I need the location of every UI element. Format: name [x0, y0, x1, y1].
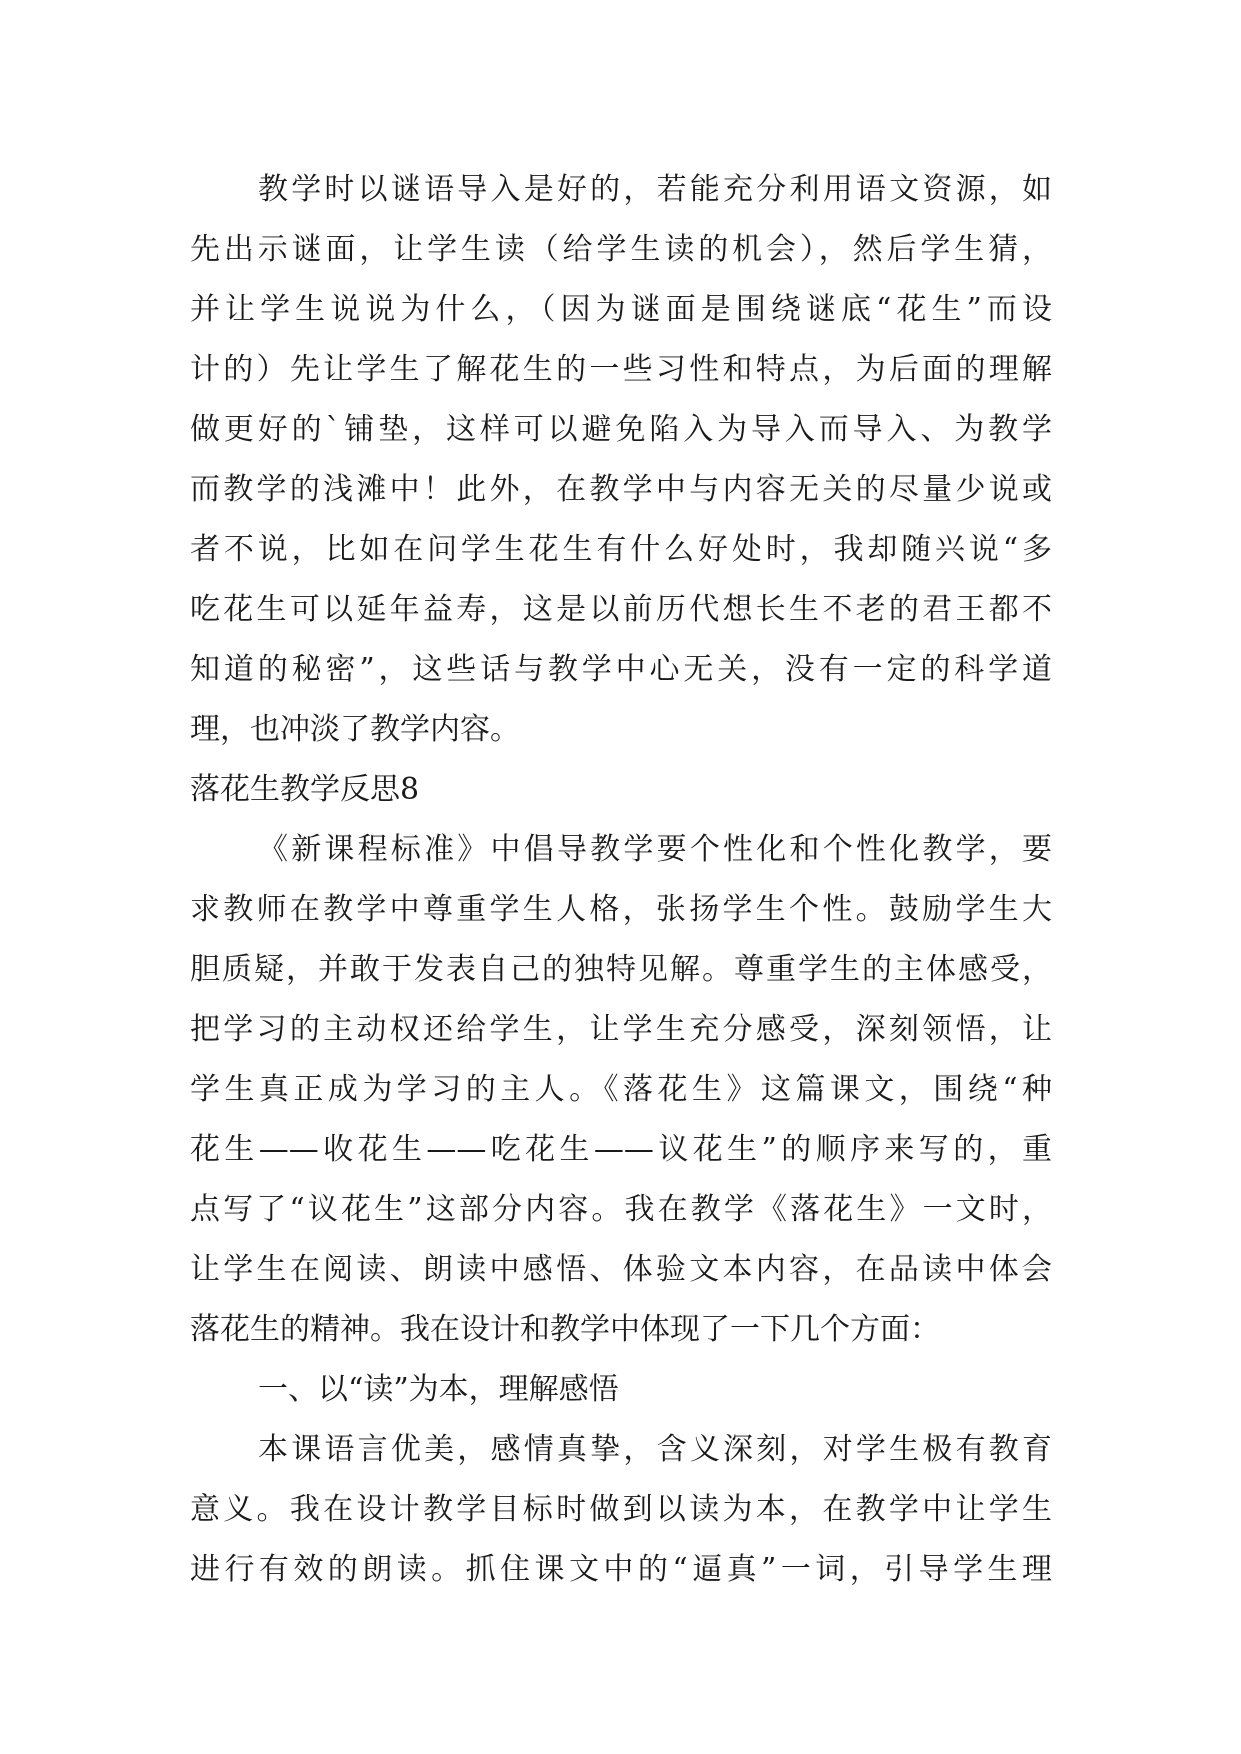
- text-line: 求教师在教学中尊重学生人格，张扬学生个性。鼓励学生大: [190, 892, 1052, 927]
- text-line: 计的）先让学生了解花生的一些习性和特点，为后面的理解: [190, 352, 1052, 387]
- text-line: 本课语言优美，感情真挚，含义深刻，对学生极有教育: [258, 1432, 1052, 1467]
- text-line: 学生真正成为学习的主人。《落花生》这篇课文，围绕“种: [190, 1072, 1052, 1107]
- paragraph-3: [190, 1420, 1052, 1600]
- text-line: 而教学的浅滩中！此外，在教学中与内容无关的尽量少说或: [190, 472, 1052, 507]
- text-line: 吃花生可以延年益寿，这是以前历代想长生不老的君王都不: [190, 592, 1052, 627]
- text-line: 花生——收花生——吃花生——议花生”的顺序来写的，重: [190, 1132, 1052, 1167]
- text-line: 知道的秘密”，这些话与教学中心无关，没有一定的科学道: [190, 652, 1052, 687]
- text-line: 者不说，比如在问学生花生有什么好处时，我却随兴说“多: [190, 532, 1052, 567]
- text-line: 进行有效的朗读。抓住课文中的“逼真”一词，引导学生理: [190, 1552, 1052, 1587]
- section-title: 落花生教学反思8: [190, 772, 420, 807]
- paragraph-1: [190, 160, 1052, 760]
- text-line: 点写了“议花生”这部分内容。我在教学《落花生》一文时，: [190, 1192, 1052, 1227]
- paragraph-2: [190, 820, 1052, 1360]
- text-line: 做更好的`铺垫，这样可以避免陷入为导入而导入、为教学: [190, 412, 1052, 447]
- text-line: 胆质疑，并敢于发表自己的独特见解。尊重学生的主体感受，: [190, 952, 1052, 987]
- text-line: 先出示谜面，让学生读（给学生读的机会），然后学生猜，: [190, 232, 1052, 267]
- text-line: 落花生的精神。我在设计和教学中体现了一下几个方面：: [190, 1312, 940, 1347]
- text-line: 并让学生说说为什么，（因为谜面是围绕谜底“花生”而设: [190, 292, 1052, 327]
- text-line: 理，也冲淡了教学内容。: [190, 712, 520, 747]
- subheading: 一、以“读”为本，理解感悟: [258, 1372, 619, 1407]
- text-line: 让学生在阅读、朗读中感悟、体验文本内容，在品读中体会: [190, 1252, 1052, 1287]
- document-body: [190, 160, 1052, 1600]
- text-line: 教学时以谜语导入是好的，若能充分利用语文资源，如: [258, 172, 1052, 207]
- text-line: 意义。我在设计教学目标时做到以读为本，在教学中让学生: [190, 1492, 1052, 1527]
- text-line: 把学习的主动权还给学生，让学生充分感受，深刻领悟，让: [190, 1012, 1052, 1047]
- text-line: 《新课程标准》中倡导教学要个性化和个性化教学，要: [258, 832, 1052, 867]
